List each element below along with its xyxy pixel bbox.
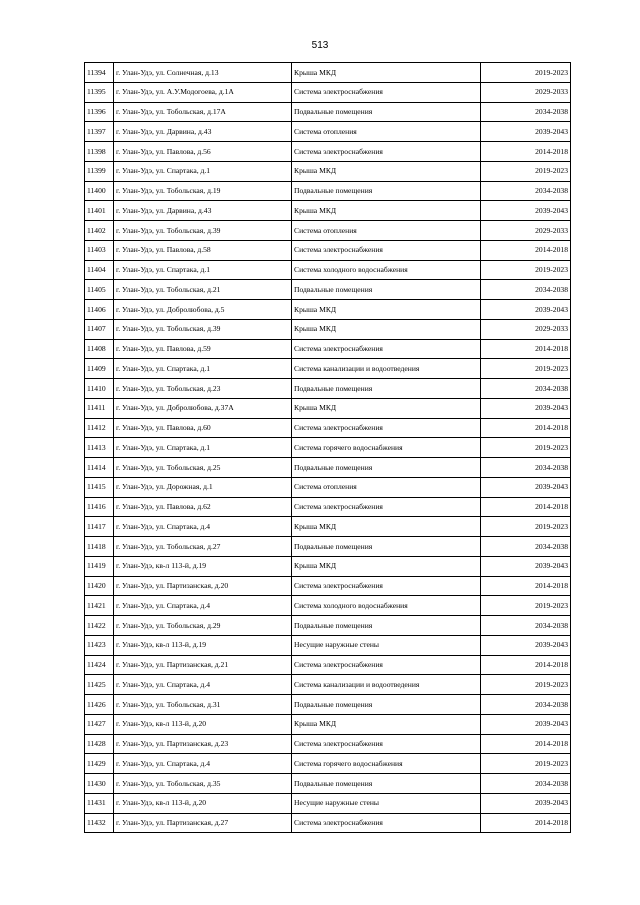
- row-id-cell: 11411: [85, 398, 114, 418]
- period-cell: 2039-2043: [481, 556, 571, 576]
- table-row: [85, 319, 571, 339]
- period-cell: 2034-2038: [481, 280, 571, 300]
- table-row: [85, 260, 571, 280]
- table-row: [85, 754, 571, 774]
- period-cell: 2034-2038: [481, 181, 571, 201]
- period-cell: 2019-2023: [481, 517, 571, 537]
- period-cell: 2019-2023: [481, 438, 571, 458]
- address-cell: г. Улан-Удэ, ул. Павлова, д.58: [114, 240, 292, 260]
- system-cell: Несущие наружные стены: [292, 793, 481, 813]
- registry-table: [84, 62, 571, 833]
- address-cell: г. Улан-Удэ, ул. Спартака, д.4: [114, 596, 292, 616]
- row-id-cell: 11420: [85, 576, 114, 596]
- table-row: [85, 537, 571, 557]
- system-cell: Система электроснабжения: [292, 576, 481, 596]
- address-cell: г. Улан-Удэ, ул. Тобольская, д.23: [114, 379, 292, 399]
- table-row: [85, 142, 571, 162]
- row-id-cell: 11394: [85, 63, 114, 83]
- period-cell: 2034-2038: [481, 537, 571, 557]
- table-row: [85, 774, 571, 794]
- address-cell: г. Улан-Удэ, ул. Тобольская, д.29: [114, 616, 292, 636]
- table-row: [85, 240, 571, 260]
- period-cell: 2019-2023: [481, 359, 571, 379]
- row-id-cell: 11416: [85, 497, 114, 517]
- period-cell: 2039-2043: [481, 201, 571, 221]
- system-cell: Система электроснабжения: [292, 339, 481, 359]
- table-row: [85, 221, 571, 241]
- system-cell: Подвальные помещения: [292, 379, 481, 399]
- address-cell: г. Улан-Удэ, ул. Добролюбова, д.5: [114, 300, 292, 320]
- row-id-cell: 11428: [85, 734, 114, 754]
- table-row: [85, 379, 571, 399]
- table-row: [85, 339, 571, 359]
- address-cell: г. Улан-Удэ, ул. Партизанская, д.27: [114, 813, 292, 833]
- period-cell: 2014-2018: [481, 576, 571, 596]
- system-cell: Система горячего водоснабжения: [292, 754, 481, 774]
- period-cell: 2014-2018: [481, 813, 571, 833]
- table-row: [85, 300, 571, 320]
- system-cell: Система электроснабжения: [292, 655, 481, 675]
- row-id-cell: 11406: [85, 300, 114, 320]
- table-row: [85, 793, 571, 813]
- page-number: 513: [311, 40, 329, 51]
- system-cell: Система электроснабжения: [292, 240, 481, 260]
- address-cell: г. Улан-Удэ, ул. Тобольская, д.25: [114, 458, 292, 478]
- system-cell: Крыша МКД: [292, 300, 481, 320]
- period-cell: 2039-2043: [481, 793, 571, 813]
- address-cell: г. Улан-Удэ, ул. Солнечная, д.13: [114, 63, 292, 83]
- system-cell: Подвальные помещения: [292, 102, 481, 122]
- address-cell: г. Улан-Удэ, ул. Павлова, д.56: [114, 142, 292, 162]
- row-id-cell: 11400: [85, 181, 114, 201]
- address-cell: г. Улан-Удэ, ул. Павлова, д.60: [114, 418, 292, 438]
- period-cell: 2014-2018: [481, 339, 571, 359]
- system-cell: Крыша МКД: [292, 319, 481, 339]
- period-cell: 2034-2038: [481, 695, 571, 715]
- address-cell: г. Улан-Удэ, ул. Тобольская, д.39: [114, 319, 292, 339]
- row-id-cell: 11397: [85, 122, 114, 142]
- system-cell: Система электроснабжения: [292, 734, 481, 754]
- address-cell: г. Улан-Удэ, ул. Павлова, д.59: [114, 339, 292, 359]
- address-cell: г. Улан-Удэ, ул. Дорожная, д.1: [114, 477, 292, 497]
- table-row: [85, 714, 571, 734]
- period-cell: 2014-2018: [481, 734, 571, 754]
- table-row: [85, 201, 571, 221]
- system-cell: Система электроснабжения: [292, 142, 481, 162]
- system-cell: Система холодного водоснабжения: [292, 260, 481, 280]
- row-id-cell: 11396: [85, 102, 114, 122]
- row-id-cell: 11422: [85, 616, 114, 636]
- system-cell: Система электроснабжения: [292, 418, 481, 438]
- address-cell: г. Улан-Удэ, ул. Партизанская, д.20: [114, 576, 292, 596]
- period-cell: 2014-2018: [481, 655, 571, 675]
- address-cell: г. Улан-Удэ, ул. Дарвина, д.43: [114, 122, 292, 142]
- table-row: [85, 616, 571, 636]
- address-cell: г. Улан-Удэ, ул. Партизанская, д.23: [114, 734, 292, 754]
- row-id-cell: 11408: [85, 339, 114, 359]
- address-cell: г. Улан-Удэ, ул. Дарвина, д.43: [114, 201, 292, 221]
- period-cell: 2029-2033: [481, 221, 571, 241]
- address-cell: г. Улан-Удэ, ул. Тобольская, д.17А: [114, 102, 292, 122]
- row-id-cell: 11415: [85, 477, 114, 497]
- row-id-cell: 11427: [85, 714, 114, 734]
- row-id-cell: 11410: [85, 379, 114, 399]
- system-cell: Подвальные помещения: [292, 181, 481, 201]
- row-id-cell: 11414: [85, 458, 114, 478]
- period-cell: 2034-2038: [481, 774, 571, 794]
- row-id-cell: 11412: [85, 418, 114, 438]
- address-cell: г. Улан-Удэ, ул. Партизанская, д.21: [114, 655, 292, 675]
- system-cell: Система отопления: [292, 122, 481, 142]
- period-cell: 2019-2023: [481, 675, 571, 695]
- row-id-cell: 11417: [85, 517, 114, 537]
- address-cell: г. Улан-Удэ, ул. Спартака, д.1: [114, 161, 292, 181]
- period-cell: 2019-2023: [481, 754, 571, 774]
- address-cell: г. Улан-Удэ, ул. Спартака, д.4: [114, 754, 292, 774]
- system-cell: Крыша МКД: [292, 63, 481, 83]
- address-cell: г. Улан-Удэ, ул. Спартака, д.4: [114, 675, 292, 695]
- system-cell: Подвальные помещения: [292, 280, 481, 300]
- period-cell: 2029-2033: [481, 82, 571, 102]
- table-row: [85, 122, 571, 142]
- table-row: [85, 655, 571, 675]
- row-id-cell: 11423: [85, 635, 114, 655]
- row-id-cell: 11407: [85, 319, 114, 339]
- system-cell: Система электроснабжения: [292, 813, 481, 833]
- period-cell: 2019-2023: [481, 596, 571, 616]
- row-id-cell: 11429: [85, 754, 114, 774]
- system-cell: Подвальные помещения: [292, 774, 481, 794]
- system-cell: Крыша МКД: [292, 201, 481, 221]
- system-cell: Система отопления: [292, 477, 481, 497]
- table-row: [85, 398, 571, 418]
- system-cell: Система электроснабжения: [292, 82, 481, 102]
- period-cell: 2029-2033: [481, 319, 571, 339]
- table-row: [85, 477, 571, 497]
- table-row: [85, 181, 571, 201]
- address-cell: г. Улан-Удэ, ул. Тобольская, д.27: [114, 537, 292, 557]
- period-cell: 2039-2043: [481, 714, 571, 734]
- period-cell: 2014-2018: [481, 240, 571, 260]
- system-cell: Несущие наружные стены: [292, 635, 481, 655]
- table-row: [85, 161, 571, 181]
- row-id-cell: 11430: [85, 774, 114, 794]
- period-cell: 2019-2023: [481, 260, 571, 280]
- row-id-cell: 11425: [85, 675, 114, 695]
- system-cell: Крыша МКД: [292, 556, 481, 576]
- address-cell: г. Улан-Удэ, кв-л 113-й, д.20: [114, 793, 292, 813]
- address-cell: г. Улан-Удэ, кв-л 113-й, д.20: [114, 714, 292, 734]
- address-cell: г. Улан-Удэ, ул. Спартака, д.1: [114, 260, 292, 280]
- table-row: [85, 418, 571, 438]
- row-id-cell: 11405: [85, 280, 114, 300]
- system-cell: Система отопления: [292, 221, 481, 241]
- system-cell: Подвальные помещения: [292, 537, 481, 557]
- period-cell: 2034-2038: [481, 379, 571, 399]
- address-cell: г. Улан-Удэ, ул. Тобольская, д.39: [114, 221, 292, 241]
- system-cell: Подвальные помещения: [292, 458, 481, 478]
- table-row: [85, 458, 571, 478]
- system-cell: Крыша МКД: [292, 398, 481, 418]
- system-cell: Подвальные помещения: [292, 616, 481, 636]
- table-row: [85, 556, 571, 576]
- row-id-cell: 11424: [85, 655, 114, 675]
- system-cell: Система холодного водоснабжения: [292, 596, 481, 616]
- row-id-cell: 11401: [85, 201, 114, 221]
- table-row: [85, 635, 571, 655]
- address-cell: г. Улан-Удэ, ул. Павлова, д.62: [114, 497, 292, 517]
- system-cell: Крыша МКД: [292, 517, 481, 537]
- row-id-cell: 11395: [85, 82, 114, 102]
- table-row: [85, 63, 571, 83]
- address-cell: г. Улан-Удэ, ул. Тобольская, д.35: [114, 774, 292, 794]
- table-row: [85, 359, 571, 379]
- row-id-cell: 11418: [85, 537, 114, 557]
- table-row: [85, 675, 571, 695]
- row-id-cell: 11403: [85, 240, 114, 260]
- address-cell: г. Улан-Удэ, кв-л 113-й, д.19: [114, 556, 292, 576]
- row-id-cell: 11421: [85, 596, 114, 616]
- registry-table-body: [85, 63, 571, 833]
- table-row: [85, 102, 571, 122]
- period-cell: 2039-2043: [481, 300, 571, 320]
- period-cell: 2034-2038: [481, 616, 571, 636]
- row-id-cell: 11402: [85, 221, 114, 241]
- period-cell: 2019-2023: [481, 161, 571, 181]
- row-id-cell: 11398: [85, 142, 114, 162]
- period-cell: 2019-2023: [481, 63, 571, 83]
- table-row: [85, 82, 571, 102]
- row-id-cell: 11432: [85, 813, 114, 833]
- period-cell: 2014-2018: [481, 142, 571, 162]
- address-cell: г. Улан-Удэ, ул. Спартака, д.4: [114, 517, 292, 537]
- table-row: [85, 497, 571, 517]
- address-cell: г. Улан-Удэ, ул. Спартака, д.1: [114, 438, 292, 458]
- row-id-cell: 11419: [85, 556, 114, 576]
- address-cell: г. Улан-Удэ, ул. Добролюбова, д.37А: [114, 398, 292, 418]
- period-cell: 2014-2018: [481, 418, 571, 438]
- row-id-cell: 11426: [85, 695, 114, 715]
- row-id-cell: 11399: [85, 161, 114, 181]
- row-id-cell: 11431: [85, 793, 114, 813]
- table-row: [85, 695, 571, 715]
- system-cell: Крыша МКД: [292, 714, 481, 734]
- period-cell: 2034-2038: [481, 102, 571, 122]
- table-row: [85, 576, 571, 596]
- table-row: [85, 813, 571, 833]
- row-id-cell: 11409: [85, 359, 114, 379]
- period-cell: 2039-2043: [481, 477, 571, 497]
- system-cell: Система канализации и водоотведения: [292, 359, 481, 379]
- period-cell: 2034-2038: [481, 458, 571, 478]
- system-cell: Крыша МКД: [292, 161, 481, 181]
- address-cell: г. Улан-Удэ, ул. Спартака, д.1: [114, 359, 292, 379]
- period-cell: 2039-2043: [481, 398, 571, 418]
- address-cell: г. Улан-Удэ, ул. Тобольская, д.31: [114, 695, 292, 715]
- table-row: [85, 438, 571, 458]
- address-cell: г. Улан-Удэ, ул. Тобольская, д.21: [114, 280, 292, 300]
- system-cell: Система горячего водоснабжения: [292, 438, 481, 458]
- table-row: [85, 517, 571, 537]
- row-id-cell: 11404: [85, 260, 114, 280]
- address-cell: г. Улан-Удэ, ул. А.У.Модогоева, д.1А: [114, 82, 292, 102]
- system-cell: Система электроснабжения: [292, 497, 481, 517]
- system-cell: Система канализации и водоотведения: [292, 675, 481, 695]
- table-row: [85, 596, 571, 616]
- address-cell: г. Улан-Удэ, ул. Тобольская, д.19: [114, 181, 292, 201]
- row-id-cell: 11413: [85, 438, 114, 458]
- system-cell: Подвальные помещения: [292, 695, 481, 715]
- period-cell: 2039-2043: [481, 122, 571, 142]
- period-cell: 2039-2043: [481, 635, 571, 655]
- period-cell: 2014-2018: [481, 497, 571, 517]
- address-cell: г. Улан-Удэ, кв-л 113-й, д.19: [114, 635, 292, 655]
- table-row: [85, 280, 571, 300]
- table-row: [85, 734, 571, 754]
